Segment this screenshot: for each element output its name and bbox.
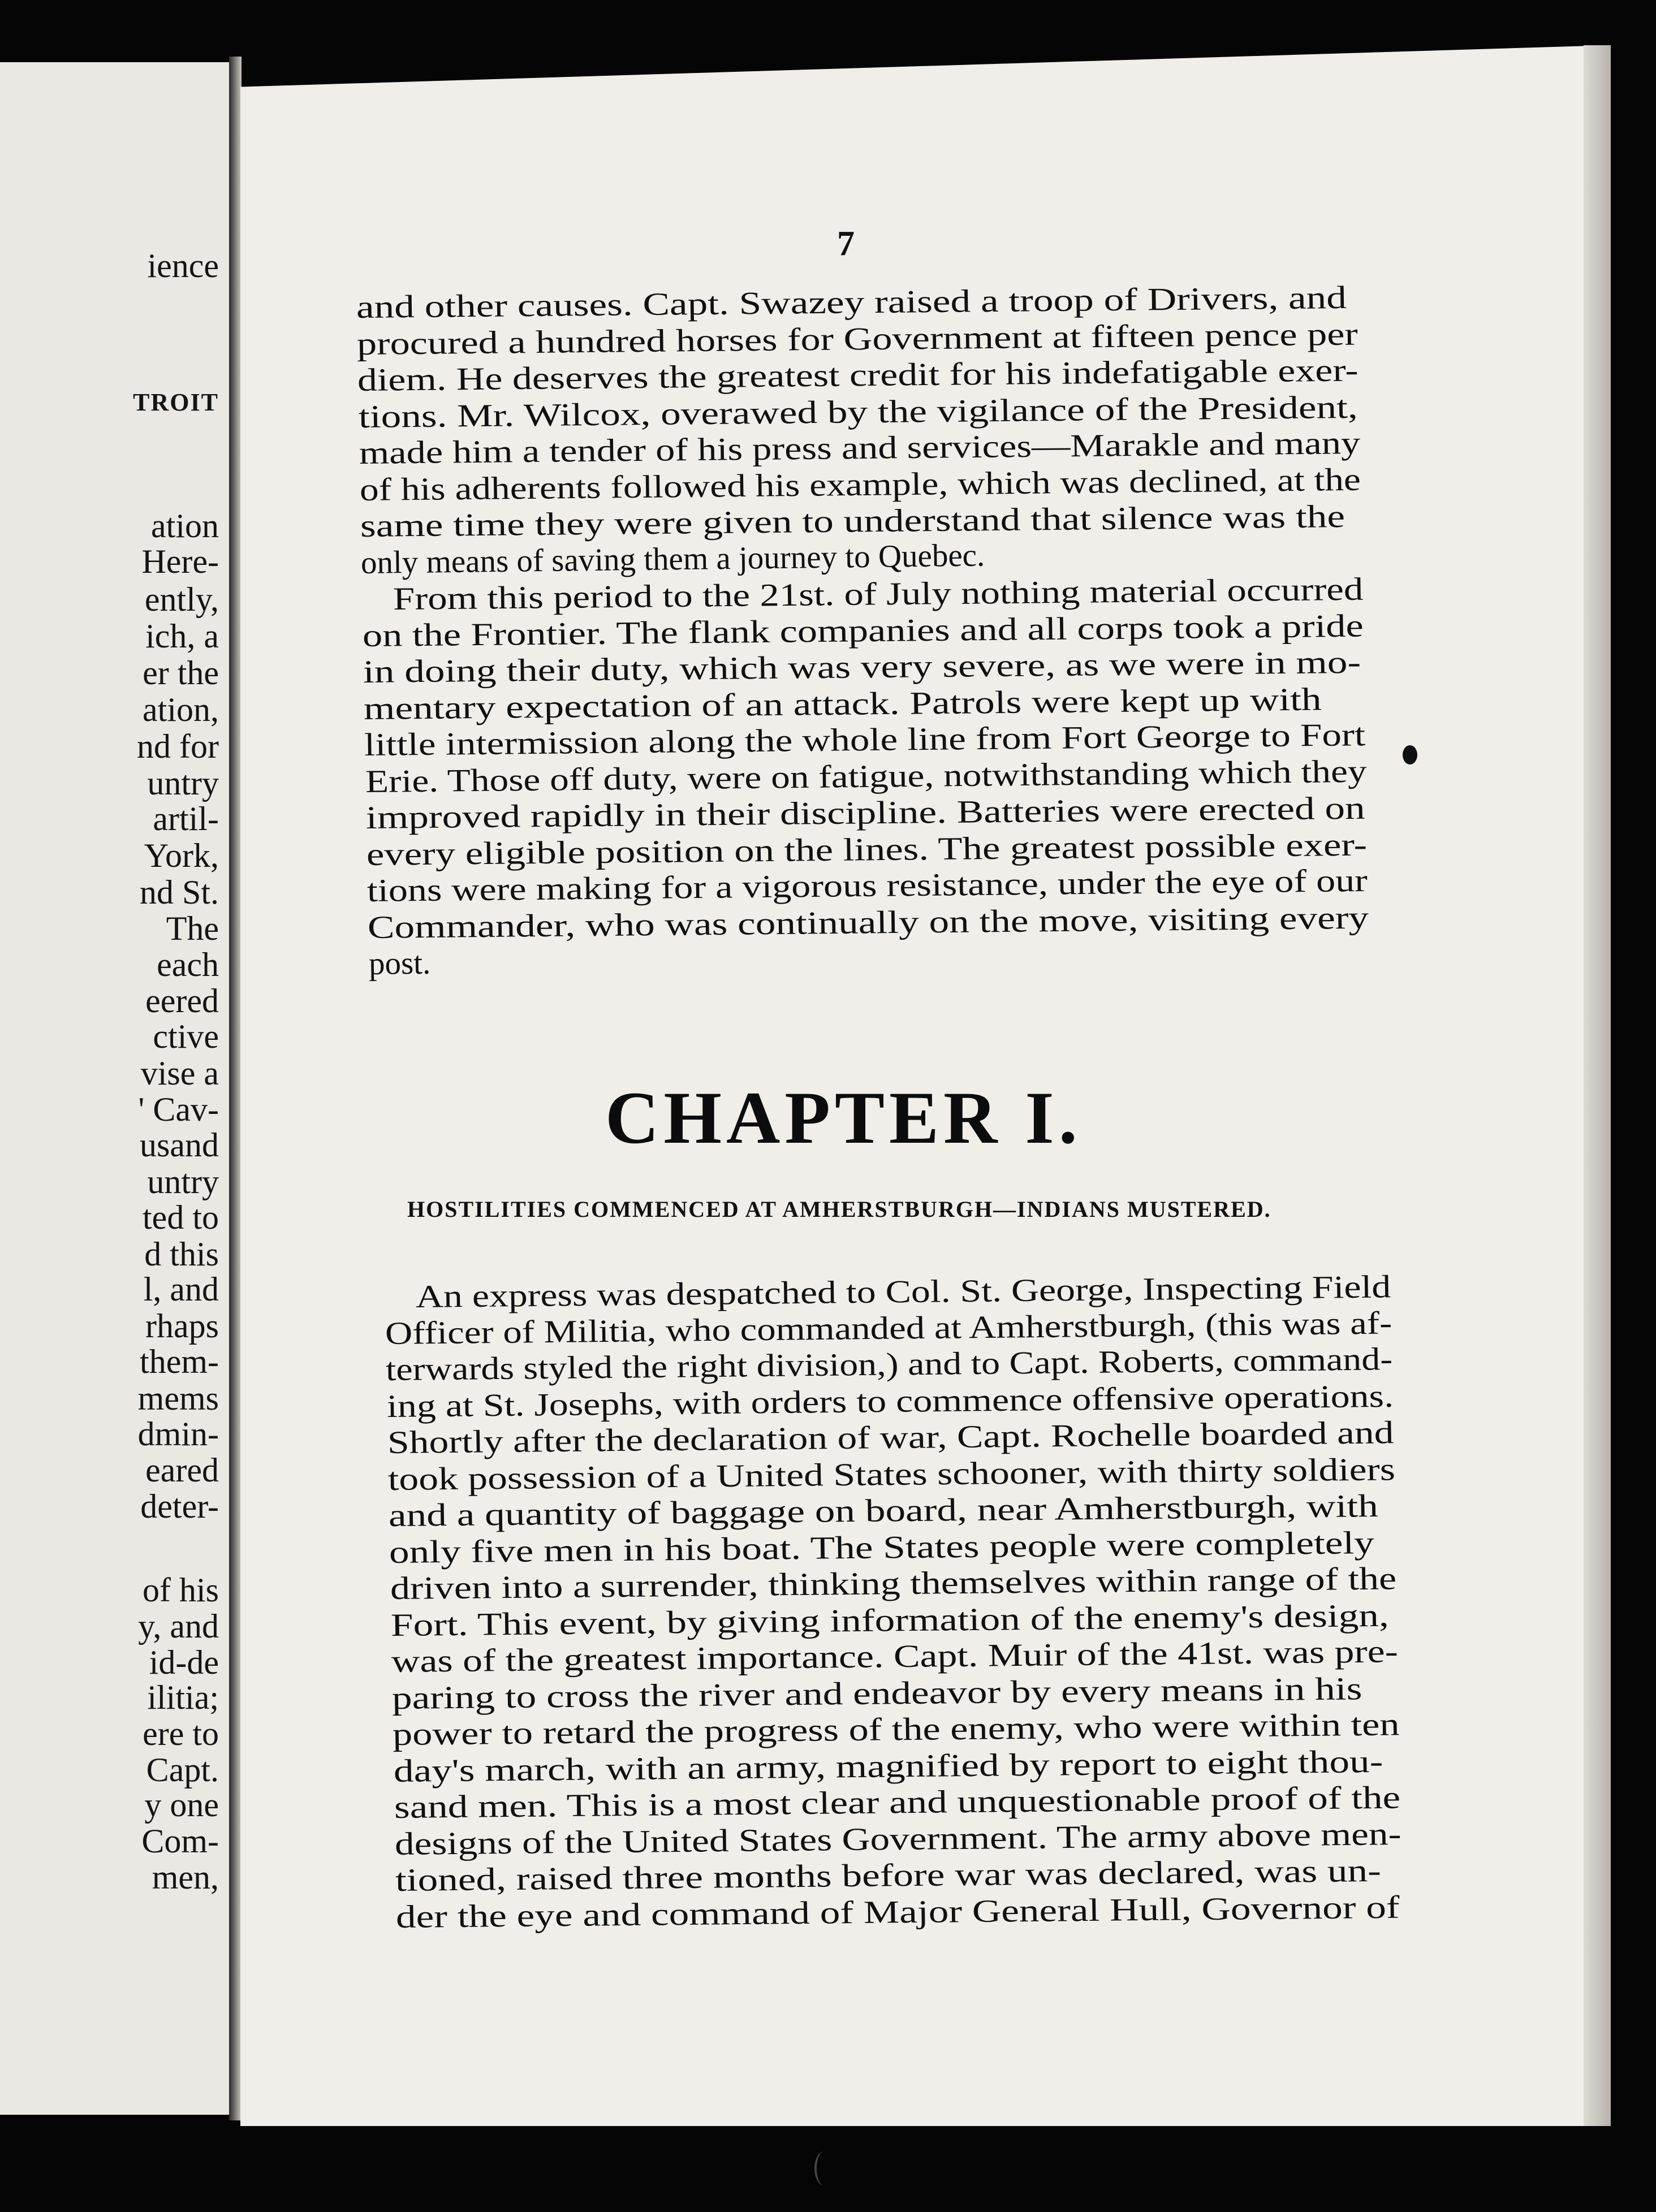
text-line: paring to cross the river and endeavor by every means in his <box>391 1670 1362 1716</box>
left-page-line: of his <box>143 1571 219 1609</box>
left-page-line: d this <box>144 1235 219 1273</box>
text-line: same time they were given to understand that silence was the <box>360 498 1346 544</box>
text-line: terwards styled the right division,) and to Capt. Roberts, command- <box>385 1341 1394 1388</box>
left-page-line: artil- <box>153 800 219 837</box>
left-page-line: eered <box>145 982 219 1019</box>
left-page-line: usand <box>140 1126 219 1164</box>
text-line: of his adherents followed his example, which was declined, at the <box>359 461 1361 508</box>
text-line: diem. He deserves the greatest credit for his indefatigable exer- <box>357 352 1359 398</box>
page-number: 7 <box>837 224 855 263</box>
left-page-line: nd St. <box>139 874 219 911</box>
text-line: tions were making for a vigorous resistance, under the eye of our <box>366 862 1368 909</box>
text-line: only means of saving them a journey to Quebec. <box>361 537 985 581</box>
text-line: post. <box>368 945 431 982</box>
left-page-line: l, and <box>143 1271 219 1308</box>
text-line: procured a hundred horses for Government at fifteen pence per <box>356 316 1359 362</box>
left-page-line: ently, <box>144 581 219 618</box>
text-line: and a quantity of baggage on board, near Amherstburgh, with <box>388 1488 1379 1533</box>
text-line: An express was despatched to Col. St. George, Inspecting Field <box>415 1269 1391 1315</box>
text-line: improved rapidly in their discipline. Batteries were erected on <box>365 790 1365 836</box>
left-page-line: Com- <box>141 1822 219 1860</box>
text-line: ing at St. Josephs, with orders to commence offensive operations. <box>386 1378 1394 1424</box>
left-page-line: Capt. <box>146 1751 219 1788</box>
left-page-line: The <box>166 910 219 947</box>
left-page-line: deter- <box>140 1488 219 1525</box>
page-edge <box>1584 45 1611 2126</box>
text-line: Shortly after the declaration of war, Capt. Rochelle boarded and <box>387 1415 1394 1461</box>
text-line: and other causes. Capt. Swazey raised a troop of Drivers, and <box>356 279 1347 325</box>
left-page-line: them- <box>140 1343 219 1380</box>
left-page-line: ctive <box>153 1018 219 1055</box>
text-line: day's march, with an army, magnified by report to eight thou- <box>393 1743 1383 1789</box>
left-page-line: nd for <box>137 728 219 765</box>
ink-blot <box>1403 745 1417 764</box>
left-page-line: untry <box>147 764 219 802</box>
text-line: every eligible position on the lines. The greatest possible exer- <box>366 827 1368 872</box>
text-line: Commander, who was continually on the move, visiting every <box>367 900 1369 945</box>
left-page-line: ation, <box>143 691 219 728</box>
left-page-line: ation <box>151 507 219 545</box>
text-line: designs of the United States Government. The army above men- <box>394 1816 1402 1862</box>
text-line: Erie. Those off duty, were on fatigue, notwithstanding which they <box>365 753 1367 800</box>
text-line: was of the greatest importance. Capt. Muir of the 41st. was pre- <box>391 1634 1399 1679</box>
left-page-line: ience <box>147 247 219 284</box>
left-page-line: mems <box>137 1380 219 1417</box>
text-line: little intermission along the whole line from Fort George to Fort <box>364 717 1366 763</box>
paper-mark <box>814 2151 834 2185</box>
left-page-line: untry <box>147 1163 219 1200</box>
left-page-line: id-de <box>149 1644 219 1681</box>
left-page-line: rhaps <box>145 1307 219 1345</box>
chapter-heading: CHAPTER I. <box>605 1076 1082 1159</box>
left-page-line: TROIT <box>133 388 219 416</box>
left-page-line: each <box>157 946 219 983</box>
left-page-line: men, <box>152 1859 219 1896</box>
left-page-line: vise a <box>140 1055 219 1092</box>
text-line: in doing their duty, which was very severe, as we were in mo- <box>363 644 1361 690</box>
left-page-line: ' Cav- <box>138 1091 219 1128</box>
text-line: sand men. This is a most clear and unquestionable proof of the <box>394 1779 1401 1825</box>
left-page-line: eared <box>145 1451 219 1489</box>
book-gutter <box>229 57 241 2120</box>
text-line: tioned, raised three months before war was declared, was un- <box>395 1852 1382 1898</box>
left-page-line: ich, a <box>145 617 219 655</box>
left-page-line: ted to <box>143 1199 219 1236</box>
text-line: took possession of a United States schooner, with thirty soldiers <box>387 1451 1396 1497</box>
text-line: Officer of Militia, who commanded at Amherstburgh, (this was af- <box>385 1304 1392 1351</box>
text-line: power to retard the progress of the enemy, who were within ten <box>392 1706 1400 1752</box>
left-page-line: er the <box>143 654 219 692</box>
text-line: driven into a surrender, thinking themselves within range of the <box>390 1561 1397 1606</box>
left-page-line: ere to <box>143 1715 219 1752</box>
left-page-line: York, <box>144 837 219 874</box>
left-page-line: ilitia; <box>147 1679 219 1716</box>
left-page-line: Here- <box>141 543 219 580</box>
left-page-line: y one <box>144 1786 219 1824</box>
chapter-subtitle: HOSTILITIES COMMENCED AT AMHERSTBURGH—INDIANS MUSTERED. <box>407 1196 1271 1222</box>
left-page-line: dmin- <box>137 1415 219 1453</box>
text-line: Fort. This event, by giving information of the enemy's design, <box>390 1597 1389 1643</box>
text-line: made him a tender of his press and services—Marakle and many <box>359 425 1361 471</box>
left-facing-page <box>0 62 232 2115</box>
text-line: tions. Mr. Wilcox, overawed by the vigilance of the President, <box>358 389 1358 435</box>
left-page-line: y, and <box>138 1608 219 1645</box>
text-line: mentary expectation of an attack. Patrols were kept up with <box>363 681 1322 727</box>
text-line: From this period to the 21st. of July nothing material occurred <box>393 571 1364 617</box>
text-line: only five men in his boat. The States people were completely <box>389 1524 1375 1570</box>
text-line: der the eye and command of Major General Hull, Governor of <box>395 1889 1400 1935</box>
text-line: on the Frontier. The flank companies and all corps took a pride <box>362 607 1364 654</box>
